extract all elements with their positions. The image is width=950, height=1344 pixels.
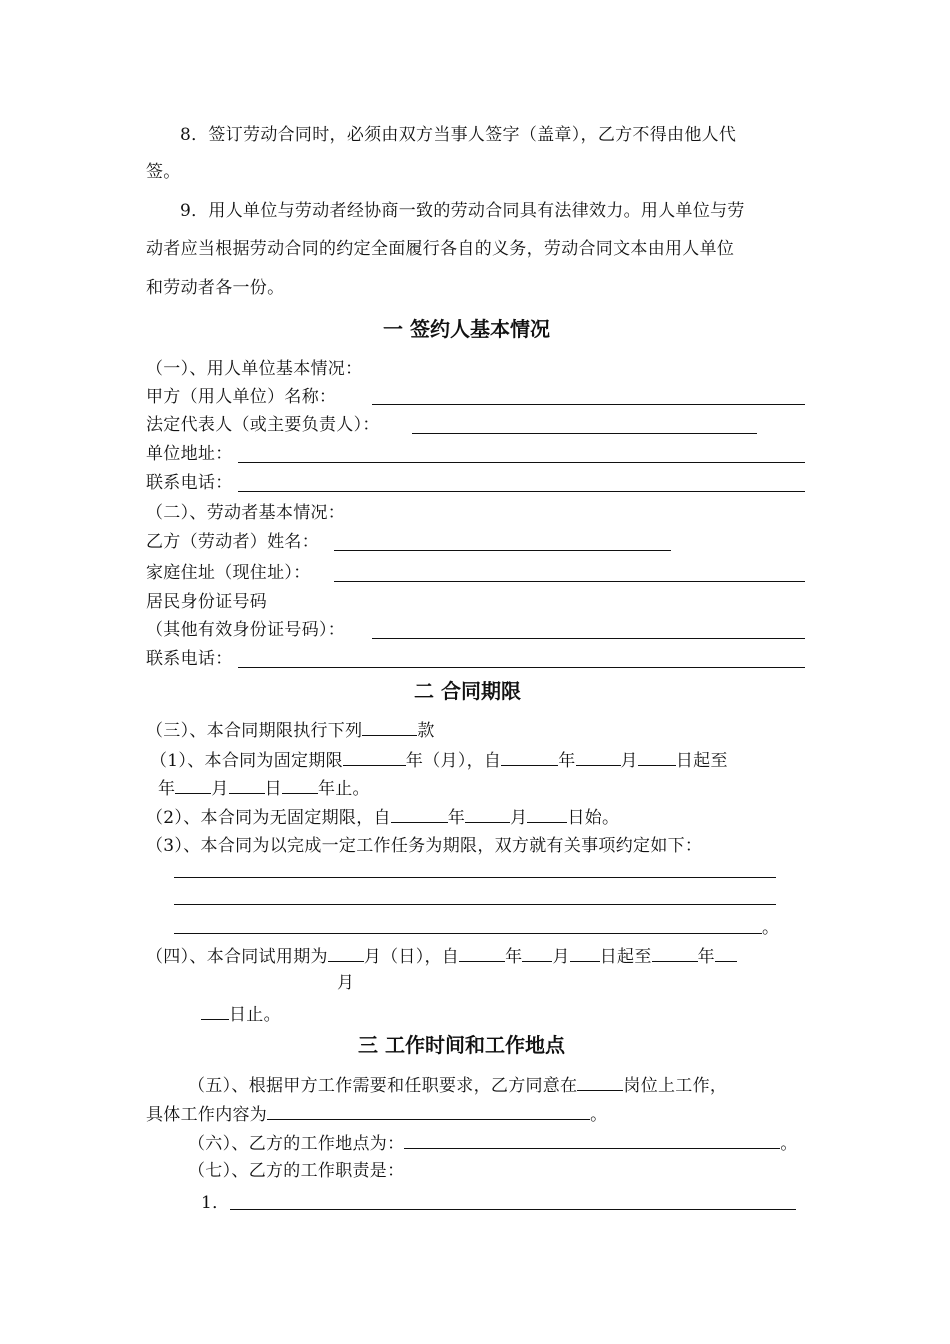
duty1-line	[201, 1192, 229, 1214]
probation-length-field[interactable]	[328, 944, 364, 962]
other-id-label: （其他有效身份证号码）：	[146, 620, 346, 640]
work-location-field[interactable]	[404, 1131, 780, 1149]
item8-line1: 8．签订劳动合同时，必须由双方当事人签字（盖章），乙方不得由他人代	[180, 125, 737, 145]
open-start-month-field[interactable]	[465, 805, 510, 823]
item9-line3: 和劳动者各一份。	[146, 278, 285, 298]
probation-end-year-field[interactable]	[652, 944, 698, 962]
task-detail-line-2[interactable]	[174, 904, 776, 905]
legal-rep-label: 法定代表人（或主要负责人）：	[146, 415, 380, 435]
section3-title: 三 工作时间和工作地点	[358, 1033, 565, 1057]
employer-heading: （一）、用人单位基本情况：	[146, 359, 363, 379]
year-unit: 年	[558, 751, 576, 771]
probation-start-month-field[interactable]	[522, 944, 552, 962]
task-detail-line-3[interactable]	[174, 933, 762, 934]
clause5-line2	[146, 1102, 607, 1126]
address-field[interactable]	[238, 462, 805, 463]
duty1-number: 1．	[201, 1193, 230, 1213]
month-unit: 月	[510, 808, 528, 828]
probation-from: 月（日），自	[363, 947, 460, 967]
probation-text: （四）、本合同试用期为	[146, 947, 328, 967]
clause3-text: （三）、本合同期限执行下列	[146, 721, 363, 741]
position-field[interactable]	[577, 1073, 623, 1091]
year-unit: 年	[697, 947, 715, 967]
probation-start-day-field[interactable]	[570, 944, 600, 962]
probation-start-year-field[interactable]	[459, 944, 505, 962]
other-id-field[interactable]	[372, 638, 805, 639]
worker-name-field[interactable]	[334, 550, 671, 551]
item8-line2: 签。	[146, 162, 181, 182]
employer-name-field[interactable]	[372, 404, 805, 405]
home-address-field[interactable]	[334, 581, 805, 582]
fixed-start-day-field[interactable]	[638, 748, 676, 766]
day-unit: 日	[264, 779, 282, 799]
fixed-term-years-field[interactable]	[343, 748, 406, 766]
phone-field[interactable]	[238, 491, 805, 492]
open-start-day-field[interactable]	[527, 805, 567, 823]
work-content-field[interactable]	[267, 1102, 590, 1120]
end-text: 日止。	[229, 1005, 281, 1025]
id-number-label: 居民身份证号码	[146, 592, 268, 612]
worker-heading: （二）、劳动者基本情况：	[146, 503, 346, 523]
work-location-label: （六）、乙方的工作地点为：	[188, 1134, 405, 1154]
clause3-suffix: 款	[417, 721, 435, 741]
probation-end-month-field[interactable]	[715, 944, 737, 962]
open-start-year-field[interactable]	[391, 805, 448, 823]
period-mark: 。	[590, 1105, 608, 1125]
fixed-end-month-field[interactable]	[175, 776, 211, 794]
clause5-line1	[188, 1073, 727, 1097]
item9-line1: 9．用人单位与劳动者经协商一致的劳动合同具有法律效力。用人单位与劳	[180, 201, 745, 221]
worker-name-label: 乙方（劳动者）姓名：	[146, 532, 319, 552]
probation-end-day-field[interactable]	[201, 1002, 229, 1020]
until-text: 日起至	[599, 947, 652, 967]
fixed-start-year-field[interactable]	[501, 748, 558, 766]
month-unit: 月	[211, 779, 229, 799]
probation-month-unit: 月	[337, 973, 355, 993]
year-unit: 年	[505, 947, 523, 967]
task-detail-line-1[interactable]	[174, 877, 776, 878]
year-unit: 年	[158, 779, 176, 799]
open-term-line	[146, 805, 619, 829]
worker-phone-label: 联系电话：	[146, 649, 233, 669]
work-content-label: 具体工作内容为	[146, 1105, 268, 1125]
fixed-end-field[interactable]	[282, 776, 318, 794]
section2-title: 二 合同期限	[414, 679, 521, 703]
phone-label: 联系电话：	[146, 473, 233, 493]
fixed-start-month-field[interactable]	[576, 748, 621, 766]
open-term-text: （2）、本合同为无固定期限，自	[146, 808, 391, 828]
fixed-term-text: （1）、本合同为固定期限	[150, 751, 343, 771]
end-text: 年止。	[317, 779, 370, 799]
clause7-text: （七）、乙方的工作职责是：	[188, 1161, 405, 1181]
worker-phone-field[interactable]	[238, 667, 805, 668]
fixed-end-day-field[interactable]	[229, 776, 265, 794]
probation-end-line	[201, 1002, 281, 1026]
item9-line2: 动者应当根据劳动合同的约定全面履行各自的义务，劳动合同文本由用人单位	[146, 239, 735, 259]
address-label: 单位地址：	[146, 444, 233, 464]
month-unit: 月	[552, 947, 570, 967]
home-address-label: 家庭住址（现住址）：	[146, 563, 311, 583]
section1-title: 一 签约人基本情况	[383, 317, 550, 341]
task-end-mark: 。	[762, 918, 780, 938]
task-term-text: （3）、本合同为以完成一定工作任务为期限，双方就有关事项约定如下：	[146, 836, 703, 856]
duty1-field[interactable]	[230, 1209, 796, 1210]
probation-line	[146, 944, 737, 968]
legal-rep-field[interactable]	[412, 433, 757, 434]
year-unit: 年	[447, 808, 466, 828]
clause-choice-field[interactable]	[362, 718, 417, 736]
clause5-suffix: 岗位上工作，	[623, 1076, 728, 1096]
clause6-line	[188, 1131, 798, 1155]
clause3	[146, 718, 435, 742]
fixed-term-line1	[150, 748, 728, 772]
fixed-term-from: 年（月），自	[405, 751, 502, 771]
clause5-text: （五）、根据甲方工作需要和任职要求，乙方同意在	[188, 1076, 578, 1096]
start-text: 日始。	[567, 808, 620, 828]
fixed-term-line2	[158, 776, 370, 800]
until-text: 日起至	[675, 751, 728, 771]
employer-name-label: 甲方（用人单位）名称：	[146, 387, 337, 407]
month-unit: 月	[620, 751, 638, 771]
period-mark: 。	[780, 1134, 798, 1154]
